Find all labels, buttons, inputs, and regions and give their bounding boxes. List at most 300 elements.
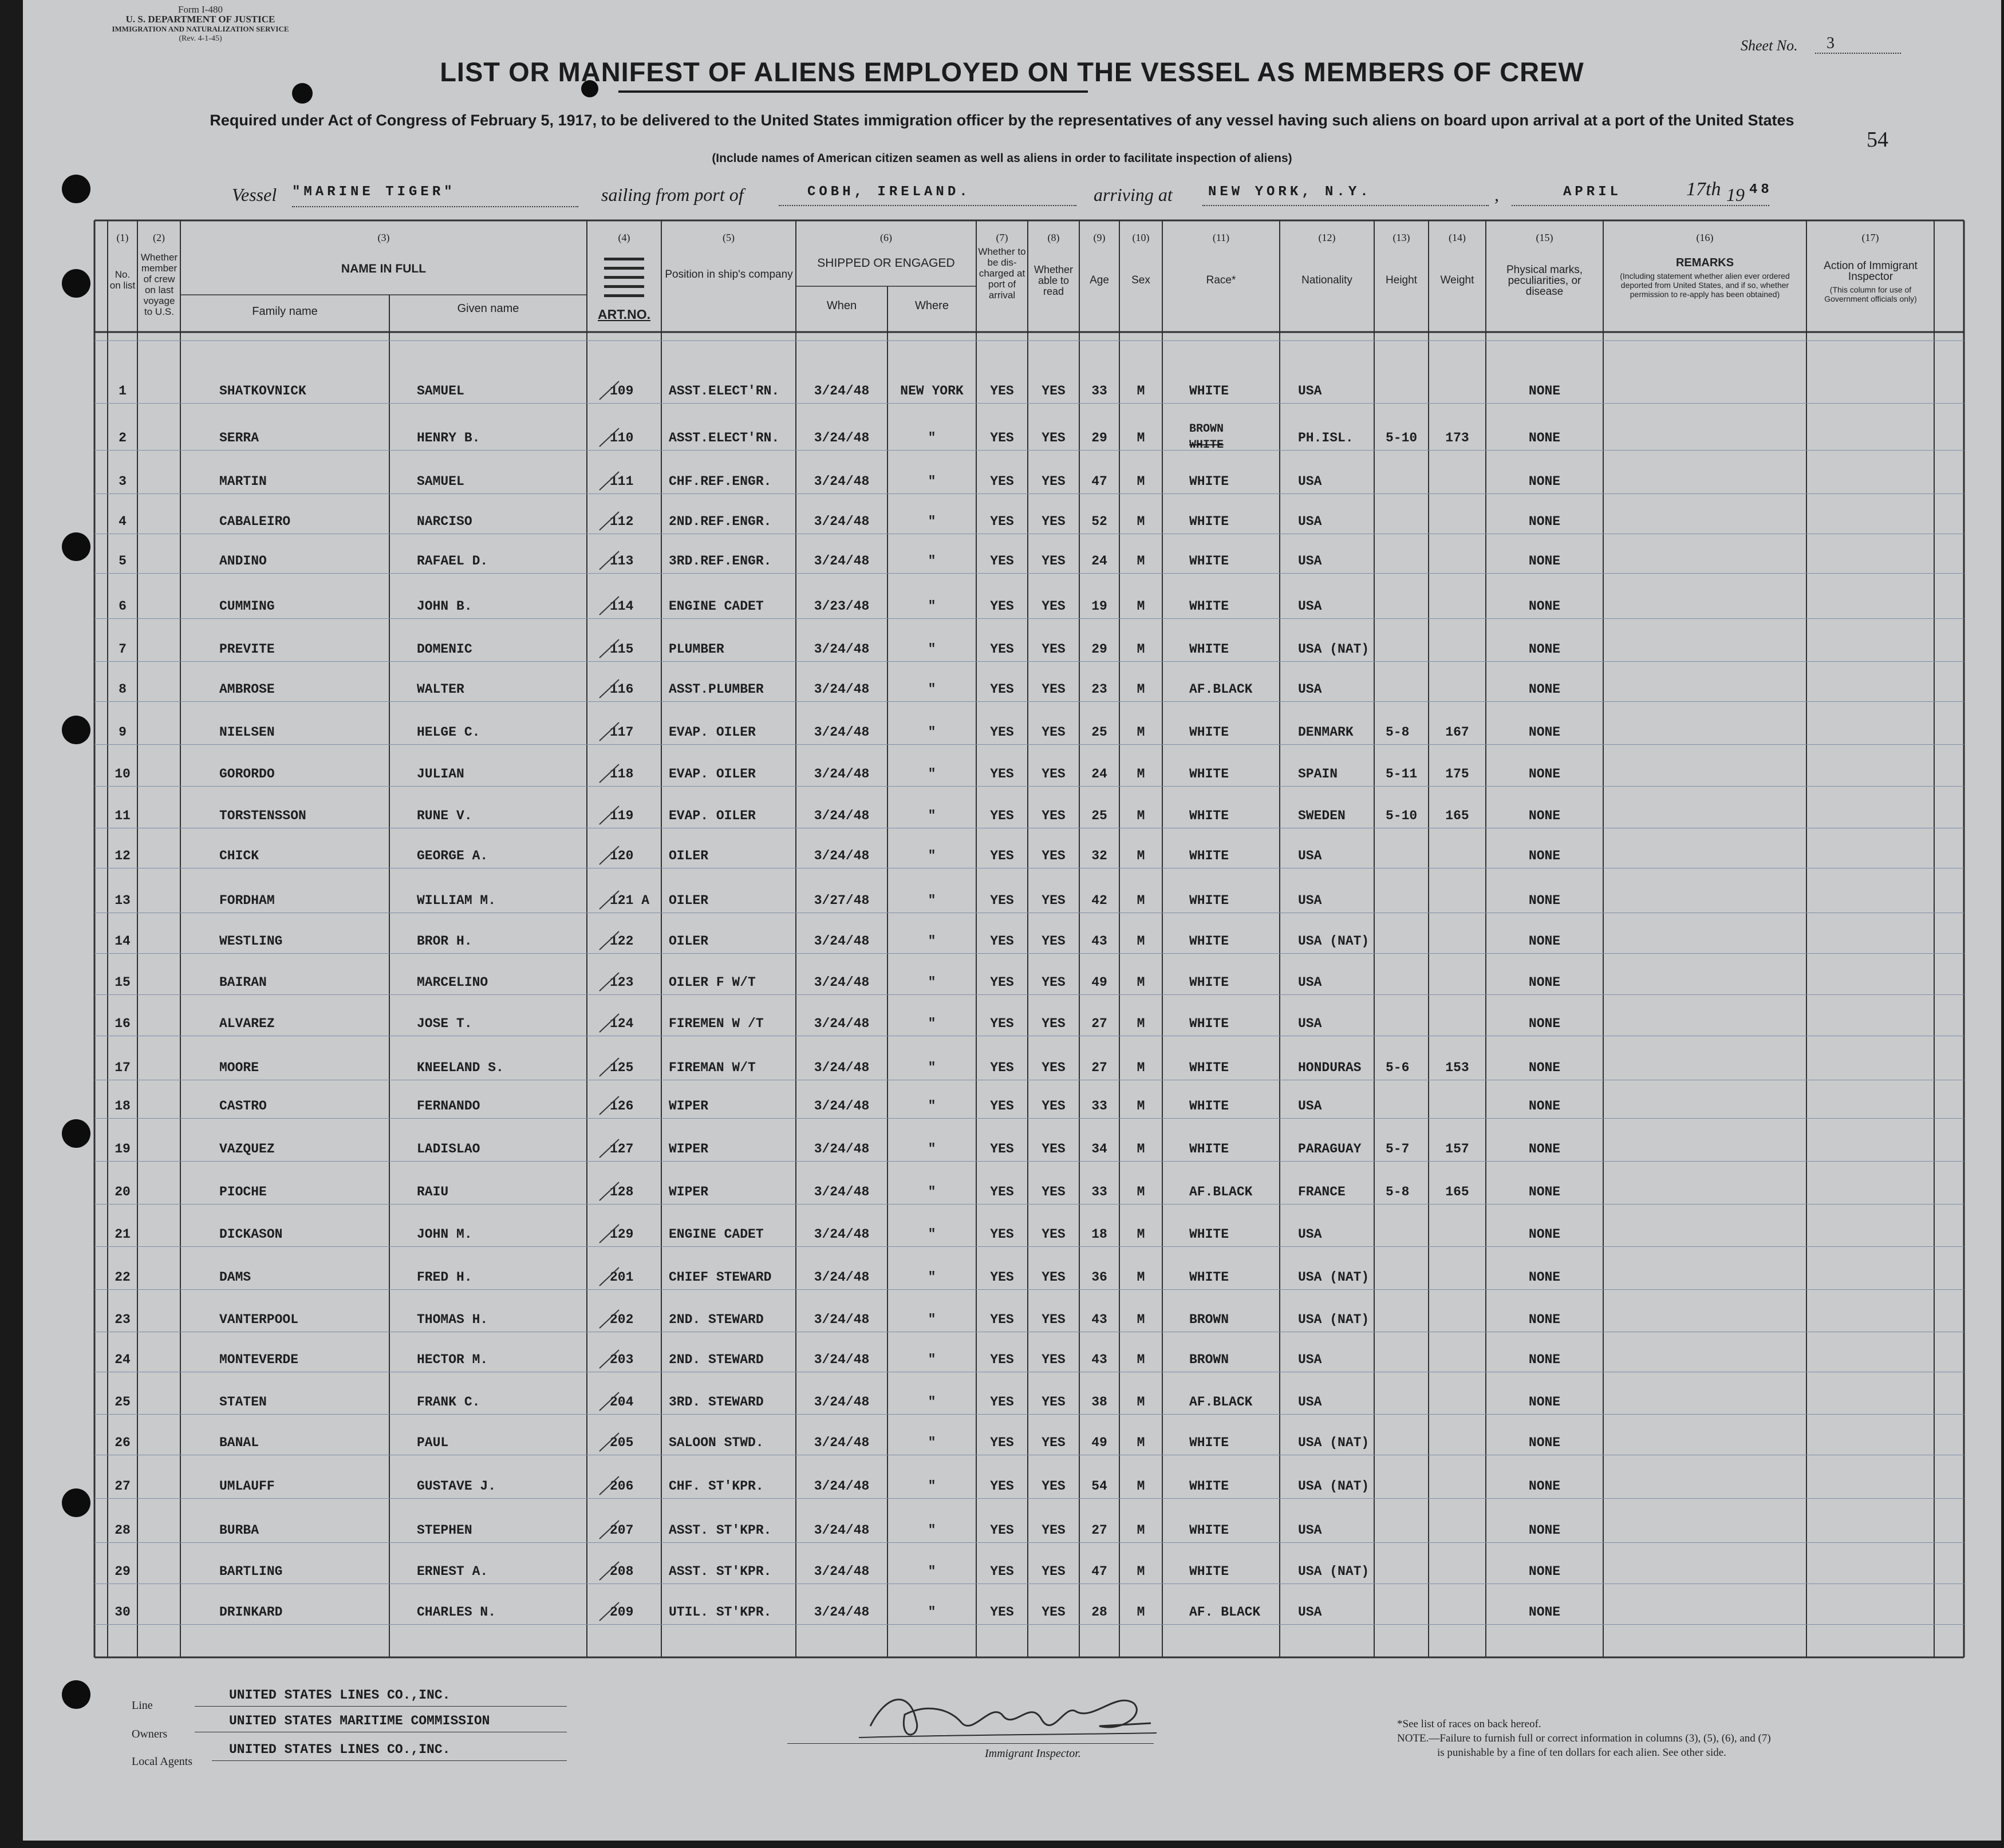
shipped-when: 3/24/48 bbox=[814, 767, 870, 781]
footer-owners-value: UNITED STATES MARITIME COMMISSION bbox=[229, 1713, 490, 1728]
row-rule bbox=[94, 1498, 1964, 1499]
vessel-label: Vessel bbox=[232, 184, 277, 205]
row-rule bbox=[94, 493, 1964, 494]
row-rule bbox=[94, 618, 1964, 619]
position: UTIL. ST'KPR. bbox=[669, 1605, 772, 1620]
family-name: TORSTENSSON bbox=[219, 808, 306, 823]
race: WHITE bbox=[1189, 1060, 1229, 1075]
height: 5-8 bbox=[1386, 1184, 1410, 1199]
race: WHITE bbox=[1189, 934, 1229, 949]
shipped-when: 3/24/48 bbox=[814, 1395, 870, 1409]
family-name: PREVITE bbox=[219, 642, 275, 657]
row-number: 17 bbox=[115, 1060, 131, 1075]
footer-line-value: UNITED STATES LINES CO.,INC. bbox=[229, 1688, 451, 1703]
family-name: UMLAUFF bbox=[219, 1479, 275, 1494]
check-tick-icon bbox=[598, 379, 621, 402]
shipped-when: 3/24/48 bbox=[814, 808, 870, 823]
family-name: NIELSEN bbox=[219, 725, 275, 740]
race: WHITE bbox=[1189, 1227, 1229, 1242]
discharged: YES bbox=[990, 1312, 1014, 1327]
family-name: WESTLING bbox=[219, 934, 283, 949]
nationality: USA (NAT) bbox=[1298, 1435, 1370, 1450]
age: 54 bbox=[1091, 1479, 1107, 1494]
able-to-read: YES bbox=[1042, 1142, 1066, 1156]
row-rule bbox=[94, 1246, 1964, 1247]
age: 25 bbox=[1091, 725, 1107, 740]
row-number: 7 bbox=[119, 642, 127, 657]
header-discharged: Whether to be dis-charged at port of arrival bbox=[978, 246, 1026, 301]
row-number: 20 bbox=[115, 1184, 131, 1199]
height: 5-10 bbox=[1386, 808, 1418, 823]
check-tick-icon bbox=[598, 469, 621, 492]
position: 2ND.REF.ENGR. bbox=[669, 514, 772, 529]
position: OILER bbox=[669, 848, 709, 863]
given-name: MARCELINO bbox=[417, 975, 488, 990]
physical-marks: NONE bbox=[1528, 1479, 1561, 1494]
check-tick-icon bbox=[598, 929, 621, 952]
header-name-in-full: NAME IN FULL bbox=[341, 262, 427, 275]
discharged: YES bbox=[990, 682, 1014, 697]
physical-marks: NONE bbox=[1528, 1435, 1561, 1450]
shipped-when: 3/24/48 bbox=[814, 1142, 870, 1156]
art-number: 121 A bbox=[610, 893, 650, 908]
service: IMMIGRATION AND NATURALIZATION SERVICE bbox=[112, 25, 289, 33]
family-name: AMBROSE bbox=[219, 682, 275, 697]
art-number: 204 bbox=[610, 1395, 634, 1409]
race: WHITE bbox=[1189, 848, 1229, 863]
check-tick-icon bbox=[598, 1265, 621, 1288]
shipped-where: " bbox=[928, 767, 936, 781]
discharged: YES bbox=[990, 1142, 1014, 1156]
age: 43 bbox=[1091, 1312, 1107, 1327]
age: 23 bbox=[1091, 682, 1107, 697]
race: WHITE bbox=[1189, 514, 1229, 529]
race: WHITE bbox=[1189, 808, 1229, 823]
row-rule bbox=[94, 1204, 1964, 1205]
row-rule bbox=[94, 744, 1964, 745]
age: 32 bbox=[1091, 848, 1107, 863]
nationality: USA (NAT) bbox=[1298, 934, 1370, 949]
sheet-number: 3 bbox=[1815, 34, 1901, 54]
sex: M bbox=[1137, 1312, 1145, 1327]
art-number: 117 bbox=[610, 725, 634, 740]
check-tick-icon bbox=[598, 970, 621, 993]
physical-marks: NONE bbox=[1528, 1142, 1561, 1156]
age: 38 bbox=[1091, 1395, 1107, 1409]
age: 29 bbox=[1091, 642, 1107, 657]
given-name: FRED H. bbox=[417, 1270, 472, 1285]
given-name: FRANK C. bbox=[417, 1395, 480, 1409]
row-number: 11 bbox=[115, 808, 131, 823]
physical-marks: NONE bbox=[1528, 1312, 1561, 1327]
weight: 175 bbox=[1445, 767, 1469, 781]
discharged: YES bbox=[990, 1060, 1014, 1075]
shipped-where: " bbox=[928, 1016, 936, 1031]
position: PLUMBER bbox=[669, 642, 724, 657]
family-name: SHATKOVNICK bbox=[219, 384, 306, 398]
col-num-14: (14) bbox=[1449, 232, 1466, 243]
vessel-name: "MARINE TIGER" bbox=[292, 184, 578, 207]
given-name: RAIU bbox=[417, 1184, 449, 1199]
form-number: Form I-480 bbox=[178, 4, 223, 15]
position: 3RD. STEWARD bbox=[669, 1395, 764, 1409]
position: ASST. ST'KPR. bbox=[669, 1564, 772, 1579]
row-number: 14 bbox=[115, 934, 131, 949]
row-number: 26 bbox=[115, 1435, 131, 1450]
discharged: YES bbox=[990, 725, 1014, 740]
sex: M bbox=[1137, 384, 1145, 398]
check-tick-icon bbox=[598, 762, 621, 785]
shipped-when: 3/24/48 bbox=[814, 1564, 870, 1579]
given-name: WALTER bbox=[417, 682, 464, 697]
shipped-when: 3/24/48 bbox=[814, 975, 870, 990]
able-to-read: YES bbox=[1042, 554, 1066, 568]
weight: 165 bbox=[1445, 1184, 1469, 1199]
row-rule bbox=[94, 1118, 1964, 1119]
able-to-read: YES bbox=[1042, 682, 1066, 697]
able-to-read: YES bbox=[1042, 1099, 1066, 1113]
note-penalty-1: NOTE.—Failure to furnish full or correct information in columns (3), (5), (6), and (7) bbox=[1397, 1732, 1771, 1744]
sex: M bbox=[1137, 767, 1145, 781]
family-name: MONTEVERDE bbox=[219, 1352, 299, 1367]
sex: M bbox=[1137, 975, 1145, 990]
row-number: 28 bbox=[115, 1523, 131, 1538]
art-number: 126 bbox=[610, 1099, 634, 1113]
given-name: HELGE C. bbox=[417, 725, 480, 740]
from-label: sailing from port of bbox=[601, 184, 744, 205]
art-number: 124 bbox=[610, 1016, 634, 1031]
from-port: COBH, IRELAND. bbox=[779, 184, 1076, 206]
age: 24 bbox=[1091, 767, 1107, 781]
position: EVAP. OILER bbox=[669, 808, 756, 823]
discharged: YES bbox=[990, 1435, 1014, 1450]
age: 43 bbox=[1091, 934, 1107, 949]
nationality: USA bbox=[1298, 1227, 1322, 1242]
row-number: 29 bbox=[115, 1564, 131, 1579]
family-name: SERRA bbox=[219, 431, 259, 445]
row-rule bbox=[94, 661, 1964, 662]
shipped-when: 3/24/48 bbox=[814, 1605, 870, 1620]
physical-marks: NONE bbox=[1528, 474, 1561, 489]
nationality: USA bbox=[1298, 682, 1322, 697]
discharged: YES bbox=[990, 934, 1014, 949]
row-number: 23 bbox=[115, 1312, 131, 1327]
physical-marks: NONE bbox=[1528, 1352, 1561, 1367]
able-to-read: YES bbox=[1042, 431, 1066, 445]
given-name: STEPHEN bbox=[417, 1523, 472, 1538]
row-number: 5 bbox=[119, 554, 127, 568]
nationality: USA (NAT) bbox=[1298, 1564, 1370, 1579]
check-tick-icon bbox=[598, 1390, 621, 1413]
check-tick-icon bbox=[598, 804, 621, 827]
given-name: CHARLES N. bbox=[417, 1605, 496, 1620]
shipped-when: 3/24/48 bbox=[814, 642, 870, 657]
age: 34 bbox=[1091, 1142, 1107, 1156]
header-action-note: (This column for use of Government officials only) bbox=[1824, 285, 1917, 303]
given-name: SAMUEL bbox=[417, 474, 464, 489]
shipped-where: " bbox=[928, 1227, 936, 1242]
nationality: PARAGUAY bbox=[1298, 1142, 1362, 1156]
shipped-when: 3/24/48 bbox=[814, 682, 870, 697]
shipped-when: 3/24/48 bbox=[814, 1099, 870, 1113]
shipped-where: " bbox=[928, 682, 936, 697]
shipped-when: 3/24/48 bbox=[814, 1435, 870, 1450]
manifest-page bbox=[23, 0, 2001, 1841]
able-to-read: YES bbox=[1042, 1060, 1066, 1075]
family-name: CABALEIRO bbox=[219, 514, 291, 529]
race: BROWN bbox=[1189, 422, 1224, 436]
race: WHITE bbox=[1189, 1099, 1229, 1113]
nationality: USA bbox=[1298, 893, 1322, 908]
physical-marks: NONE bbox=[1528, 1060, 1561, 1075]
family-name: VANTERPOOL bbox=[219, 1312, 299, 1327]
inspector-label: Immigrant Inspector. bbox=[985, 1747, 1081, 1760]
art-number: 112 bbox=[610, 514, 634, 529]
row-number: 19 bbox=[115, 1142, 131, 1156]
struck-header-text bbox=[604, 258, 644, 303]
check-tick-icon bbox=[598, 1012, 621, 1034]
shipped-when: 3/24/48 bbox=[814, 934, 870, 949]
check-tick-icon bbox=[598, 1180, 621, 1203]
art-number: 119 bbox=[610, 808, 634, 823]
sex: M bbox=[1137, 1564, 1145, 1579]
physical-marks: NONE bbox=[1528, 767, 1561, 781]
given-name: HECTOR M. bbox=[417, 1352, 488, 1367]
row-rule bbox=[94, 994, 1964, 995]
col-num-11: (11) bbox=[1212, 232, 1230, 243]
check-tick-icon bbox=[598, 549, 621, 572]
age: 36 bbox=[1091, 1270, 1107, 1285]
row-number: 9 bbox=[119, 725, 127, 740]
able-to-read: YES bbox=[1042, 599, 1066, 614]
nationality: SPAIN bbox=[1298, 767, 1338, 781]
row-number: 24 bbox=[115, 1352, 131, 1367]
physical-marks: NONE bbox=[1528, 1184, 1561, 1199]
revision: (Rev. 4-1-45) bbox=[179, 34, 222, 43]
nationality: FRANCE bbox=[1298, 1184, 1346, 1199]
sex: M bbox=[1137, 1227, 1145, 1242]
physical-marks: NONE bbox=[1528, 1270, 1561, 1285]
header-where: Where bbox=[915, 299, 949, 312]
race: WHITE bbox=[1189, 1270, 1229, 1285]
physical-marks: NONE bbox=[1528, 554, 1561, 568]
physical-marks: NONE bbox=[1528, 975, 1561, 990]
discharged: YES bbox=[990, 431, 1014, 445]
position: SALOON STWD. bbox=[669, 1435, 764, 1450]
row-rule bbox=[94, 573, 1964, 574]
art-number: 118 bbox=[610, 767, 634, 781]
art-number: 123 bbox=[610, 975, 634, 990]
shipped-where: " bbox=[928, 599, 936, 614]
shipped-where: " bbox=[928, 975, 936, 990]
row-number: 2 bbox=[119, 431, 127, 445]
nationality: PH.ISL. bbox=[1298, 431, 1354, 445]
race: AF.BLACK bbox=[1189, 1395, 1253, 1409]
position: WIPER bbox=[669, 1184, 709, 1199]
art-number: 122 bbox=[610, 934, 634, 949]
shipped-where: " bbox=[928, 1142, 936, 1156]
sex: M bbox=[1137, 934, 1145, 949]
art-number: 109 bbox=[610, 384, 634, 398]
check-tick-icon bbox=[598, 677, 621, 700]
shipped-where: " bbox=[928, 431, 936, 445]
sex: M bbox=[1137, 474, 1145, 489]
race: AF.BLACK bbox=[1189, 1184, 1253, 1199]
row-rule bbox=[94, 1624, 1964, 1625]
physical-marks: NONE bbox=[1528, 1564, 1561, 1579]
sex: M bbox=[1137, 1184, 1145, 1199]
shipped-where: " bbox=[928, 1060, 936, 1075]
col-num-1: (1) bbox=[116, 232, 129, 243]
discharged: YES bbox=[990, 1227, 1014, 1242]
sheet-label: Sheet No. bbox=[1741, 37, 1798, 54]
sex: M bbox=[1137, 1395, 1145, 1409]
family-name: BARTLING bbox=[219, 1564, 283, 1579]
race: WHITE bbox=[1189, 599, 1229, 614]
race: WHITE bbox=[1189, 975, 1229, 990]
physical-marks: NONE bbox=[1528, 808, 1561, 823]
given-name: JOSE T. bbox=[417, 1016, 472, 1031]
physical-marks: NONE bbox=[1528, 431, 1561, 445]
art-number: 115 bbox=[610, 642, 634, 657]
given-name: DOMENIC bbox=[417, 642, 472, 657]
shipped-where: NEW YORK bbox=[900, 384, 964, 398]
row-number: 12 bbox=[115, 848, 131, 863]
shipped-when: 3/24/48 bbox=[814, 474, 870, 489]
able-to-read: YES bbox=[1042, 808, 1066, 823]
race: WHITE bbox=[1189, 554, 1229, 568]
weight: 173 bbox=[1445, 431, 1469, 445]
shipped-where: " bbox=[928, 808, 936, 823]
shipped-where: " bbox=[928, 1523, 936, 1538]
able-to-read: YES bbox=[1042, 893, 1066, 908]
position: CHIEF STEWARD bbox=[669, 1270, 772, 1285]
shipped-where: " bbox=[928, 1564, 936, 1579]
check-tick-icon bbox=[598, 720, 621, 743]
shipped-when: 3/24/48 bbox=[814, 384, 870, 398]
position: ASST.ELECT'RN. bbox=[669, 384, 780, 398]
position: CHF. ST'KPR. bbox=[669, 1479, 764, 1494]
height: 5-7 bbox=[1386, 1142, 1410, 1156]
discharged: YES bbox=[990, 599, 1014, 614]
header-when: When bbox=[826, 299, 857, 312]
discharged: YES bbox=[990, 474, 1014, 489]
sex: M bbox=[1137, 1016, 1145, 1031]
check-tick-icon bbox=[598, 510, 621, 532]
discharged: YES bbox=[990, 384, 1014, 398]
position: ENGINE CADET bbox=[669, 599, 764, 614]
physical-marks: NONE bbox=[1528, 1605, 1561, 1620]
shipped-where: " bbox=[928, 848, 936, 863]
art-number: 205 bbox=[610, 1435, 634, 1450]
age: 49 bbox=[1091, 1435, 1107, 1450]
shipped-when: 3/24/48 bbox=[814, 554, 870, 568]
race: BROWN bbox=[1189, 1312, 1229, 1327]
art-number: 209 bbox=[610, 1605, 634, 1620]
sex: M bbox=[1137, 1435, 1145, 1450]
check-tick-icon bbox=[598, 1308, 621, 1330]
sex: M bbox=[1137, 848, 1145, 863]
race: WHITE bbox=[1189, 1479, 1229, 1494]
weight: 165 bbox=[1445, 808, 1469, 823]
given-name: RAFAEL D. bbox=[417, 554, 488, 568]
comma: , bbox=[1494, 184, 1499, 205]
header-position: Position in ship's company bbox=[665, 268, 793, 281]
sex: M bbox=[1137, 642, 1145, 657]
age: 19 bbox=[1091, 599, 1107, 614]
discharged: YES bbox=[990, 1352, 1014, 1367]
nationality: SWEDEN bbox=[1298, 808, 1346, 823]
shipped-where: " bbox=[928, 1605, 936, 1620]
art-number: 120 bbox=[610, 848, 634, 863]
shipped-when: 3/24/48 bbox=[814, 1523, 870, 1538]
discharged: YES bbox=[990, 1605, 1014, 1620]
race: AF.BLACK bbox=[1189, 682, 1253, 697]
able-to-read: YES bbox=[1042, 848, 1066, 863]
height: 5-10 bbox=[1386, 431, 1418, 445]
nationality: USA bbox=[1298, 554, 1322, 568]
able-to-read: YES bbox=[1042, 642, 1066, 657]
check-tick-icon bbox=[598, 637, 621, 660]
col-num-6: (6) bbox=[880, 232, 892, 243]
subtitle-include: (Include names of American citizen seamen as well as aliens in order to facilitate inspection of aliens) bbox=[712, 152, 1292, 165]
able-to-read: YES bbox=[1042, 1016, 1066, 1031]
shipped-when: 3/24/48 bbox=[814, 1352, 870, 1367]
nationality: USA bbox=[1298, 1016, 1322, 1031]
physical-marks: NONE bbox=[1528, 599, 1561, 614]
sex: M bbox=[1137, 1099, 1145, 1113]
given-name: FERNANDO bbox=[417, 1099, 480, 1113]
able-to-read: YES bbox=[1042, 1184, 1066, 1199]
discharged: YES bbox=[990, 1270, 1014, 1285]
note-penalty-2: is punishable by a fine of ten dollars for each alien. See other side. bbox=[1437, 1747, 1726, 1759]
race: WHITE bbox=[1189, 1142, 1229, 1156]
family-name: FORDHAM bbox=[219, 893, 275, 908]
nationality: USA bbox=[1298, 1523, 1322, 1538]
discharged: YES bbox=[990, 642, 1014, 657]
row-number: 27 bbox=[115, 1479, 131, 1494]
able-to-read: YES bbox=[1042, 934, 1066, 949]
able-to-read: YES bbox=[1042, 1479, 1066, 1494]
shipped-where: " bbox=[928, 642, 936, 657]
header-remarks: REMARKS bbox=[1675, 256, 1734, 269]
art-number: 111 bbox=[610, 474, 634, 489]
row-number: 16 bbox=[115, 1016, 131, 1031]
position: WIPER bbox=[669, 1099, 709, 1113]
age: 47 bbox=[1091, 1564, 1107, 1579]
department: U. S. DEPARTMENT OF JUSTICE bbox=[125, 14, 275, 25]
row-number: 13 bbox=[115, 893, 131, 908]
art-number: 208 bbox=[610, 1564, 634, 1579]
shipped-when: 3/24/48 bbox=[814, 725, 870, 740]
race: WHITE bbox=[1189, 1564, 1229, 1579]
discharged: YES bbox=[990, 767, 1014, 781]
height: 5-8 bbox=[1386, 725, 1410, 740]
able-to-read: YES bbox=[1042, 1352, 1066, 1367]
family-name: MARTIN bbox=[219, 474, 267, 489]
age: 27 bbox=[1091, 1016, 1107, 1031]
inspector-rule bbox=[787, 1743, 1154, 1744]
sex: M bbox=[1137, 1060, 1145, 1075]
sex: M bbox=[1137, 808, 1145, 823]
row-number: 30 bbox=[115, 1605, 131, 1620]
race: BROWN bbox=[1189, 1352, 1229, 1367]
nationality: USA bbox=[1298, 1352, 1322, 1367]
col-num-12: (12) bbox=[1318, 232, 1336, 243]
row-rule bbox=[94, 953, 1964, 954]
shipped-when: 3/24/48 bbox=[814, 1060, 870, 1075]
discharged: YES bbox=[990, 1479, 1014, 1494]
